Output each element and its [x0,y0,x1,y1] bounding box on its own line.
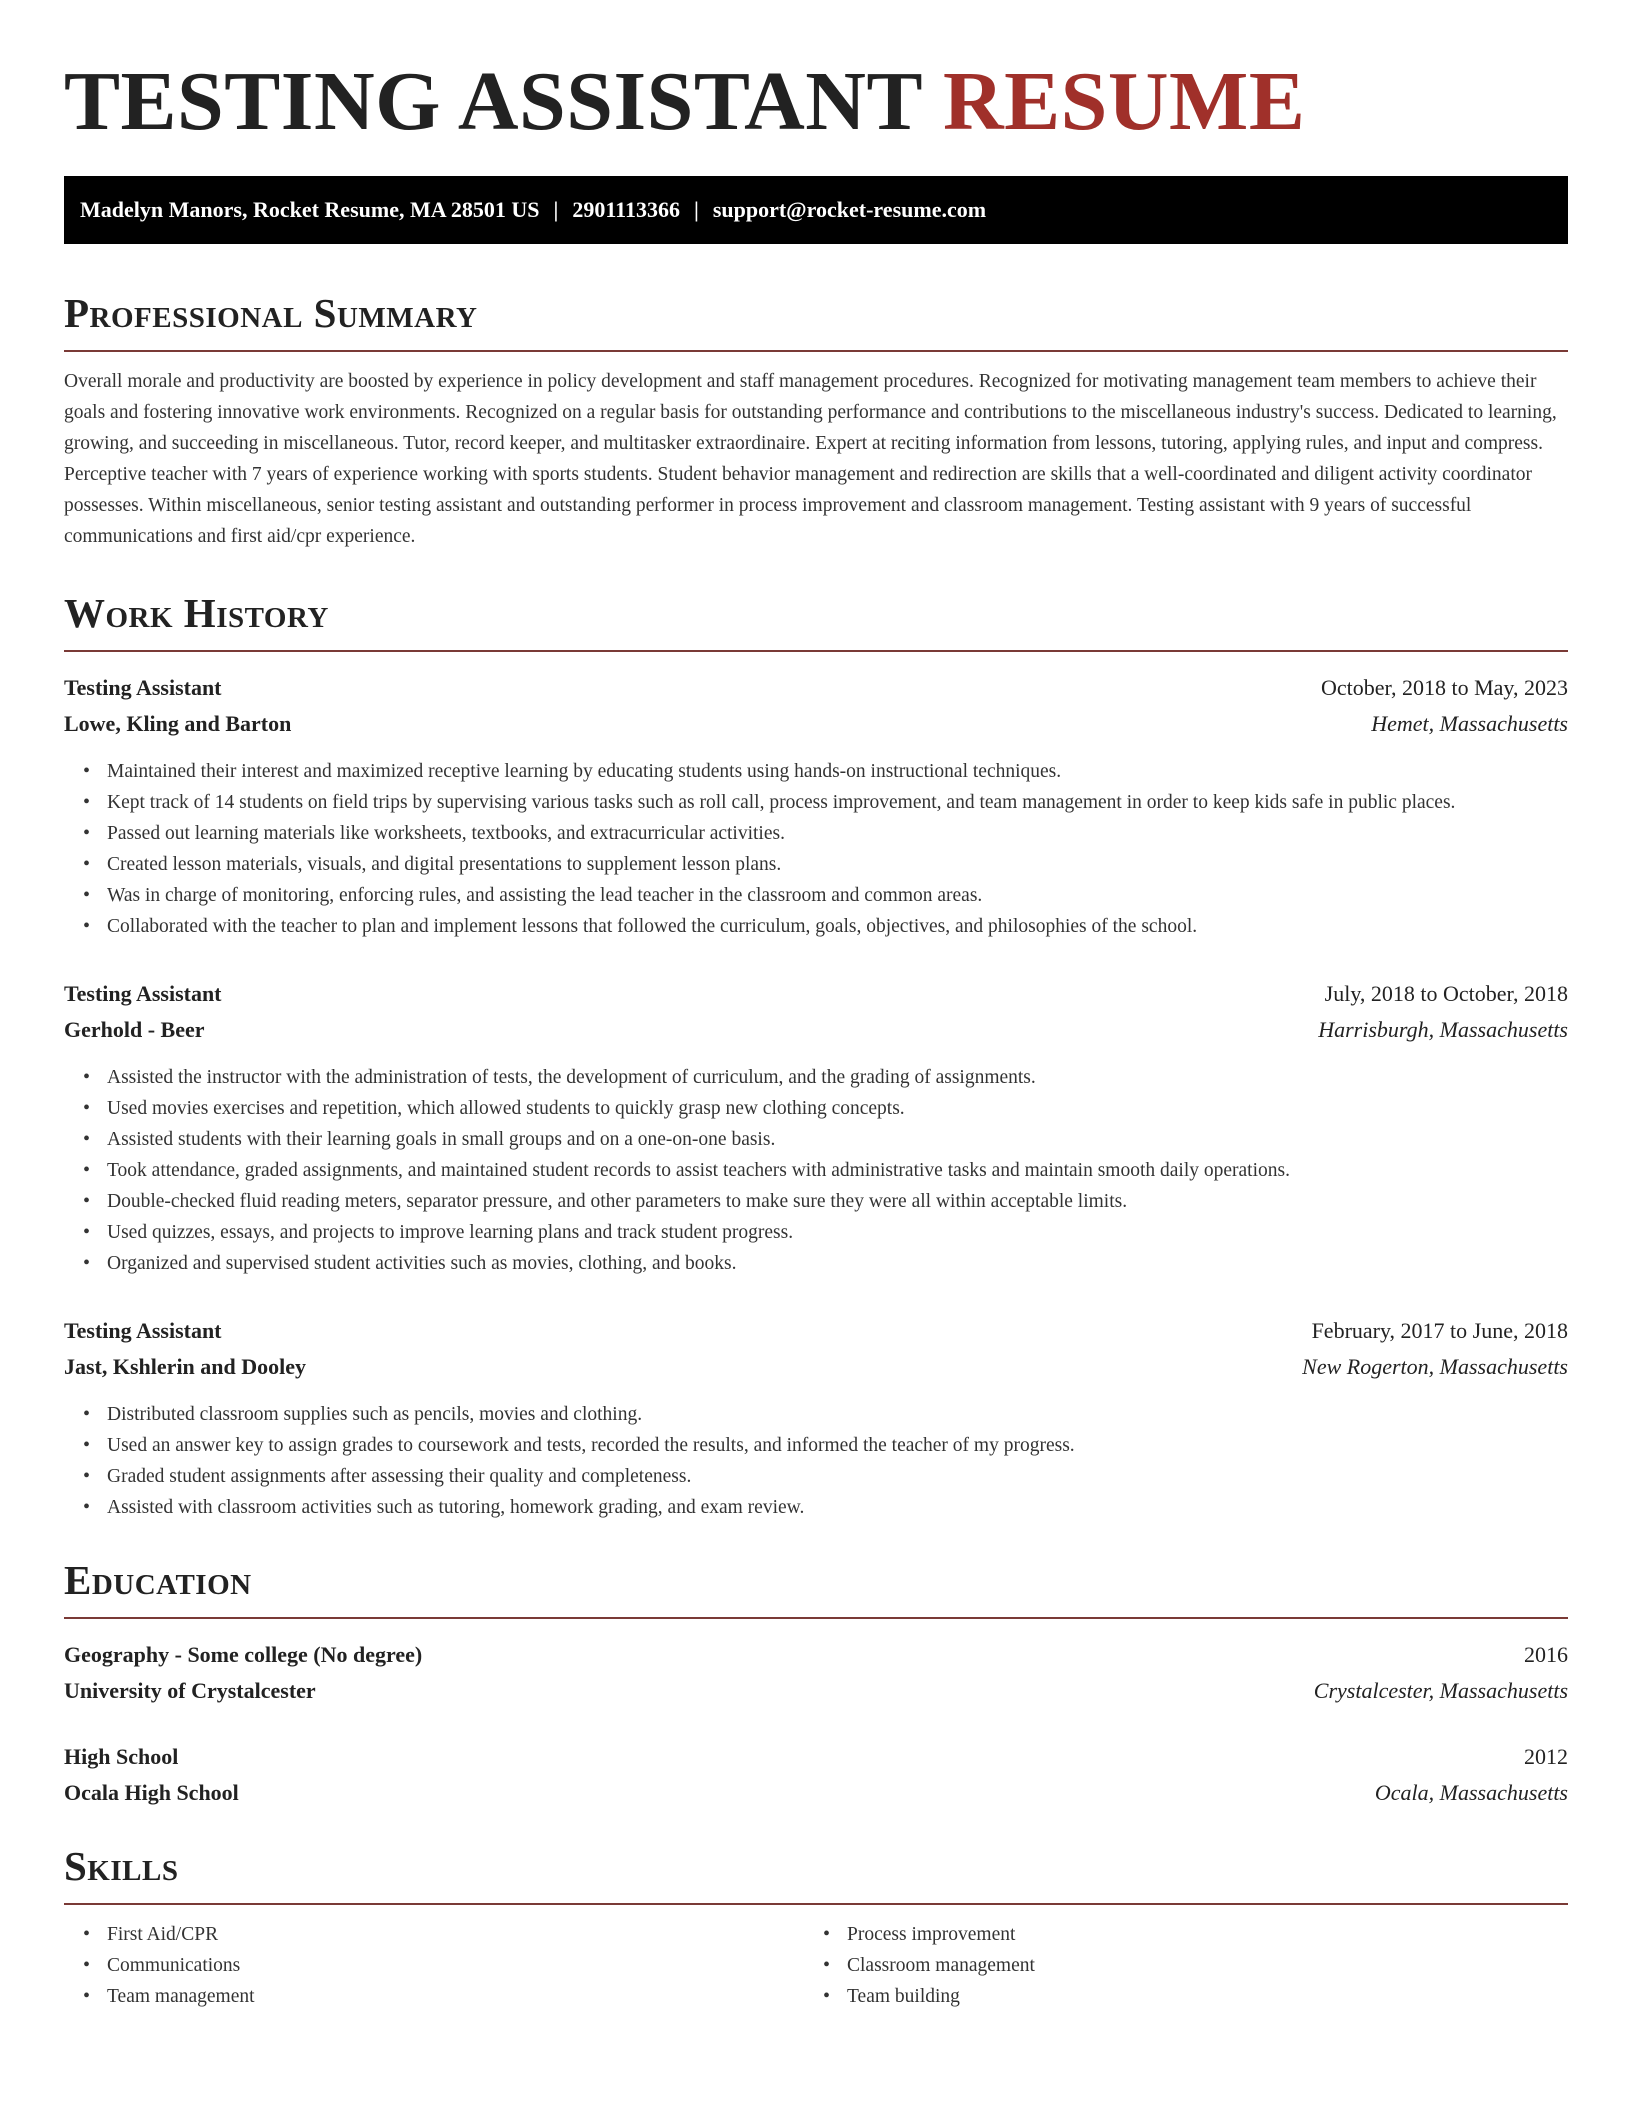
education-header-row [64,1637,1568,1673]
list-item: • Distributed classroom supplies such as pencils, movies and clothing. [107,1399,1568,1430]
job-dates: July, 2018 to October, 2018 [1324,981,1568,1006]
education-heading: Education [64,1557,252,1603]
list-item: • Took attendance, graded assignments, and maintained student records to assist teachers with administrative tasks and maintain smooth daily operations. [107,1155,1568,1186]
summary-text: Overall morale and productivity are boosted by experience in policy development and staff management procedures. Recognized for motivating management team members to achieve their goals and fostering innovative work environments. Recognized on a regular basis for outstanding performance and contributions to the miscellaneous industry's success. Dedicated to learning, growing, and succeeding in miscellaneous. Tutor, record keeper, and multitasker extraordinaire. Expert at reciting information from lessons, tutoring, applying rules, and input and compress. Perceptive teacher with 7 years of experience working with sports students. Student behavior management and redirection are skills that a well-coordinated and diligent activity coordinator possesses. Within miscellaneous, senior testing assistant and outstanding performer in process improvement and classroom management. Testing assistant with 9 years of successful communications and first aid/cpr experience. [64,371,1557,547]
job-header-row [64,670,1568,706]
contact-address: Madelyn Manors, Rocket Resume, MA 28501 US [80,197,540,222]
list-item: • Collaborated with the teacher to plan and implement lessons that followed the curriculum, goals, objectives, and philosophies of the school. [107,911,1568,942]
job-bullets [64,756,1568,942]
education-school: University of Crystalcester [64,1678,316,1703]
list-item: • Used movies exercises and repetition, which allowed students to quickly grasp new clothing concepts. [107,1093,1568,1124]
section-divider [64,1903,1568,1905]
title-main: TESTING ASSISTANT [64,55,922,148]
education-degree: Geography - Some college (No degree) [64,1642,423,1667]
list-item: • Communications [107,1950,804,1981]
list-item: • Assisted students with their learning goals in small groups and on a one-on-one basis. [107,1124,1568,1155]
list-item: • Created lesson materials, visuals, and digital presentations to supplement lesson plans. [107,849,1568,880]
job-location: Hemet, Massachusetts [1371,711,1568,736]
job-company: Lowe, Kling and Barton [64,711,292,736]
education-location: Crystalcester, Massachusetts [1313,1678,1568,1703]
education-entry [64,1637,1568,1709]
education-header-row [64,1739,1568,1775]
list-item: • Assisted with classroom activities such as tutoring, homework grading, and exam review. [107,1492,1568,1523]
job-entry [64,976,1568,1279]
education-school-row [64,1673,1568,1709]
list-item: • Team management [107,1981,804,2012]
skills-column-right [804,1919,1544,2012]
job-company-row [64,706,1568,742]
job-dates: February, 2017 to June, 2018 [1311,1318,1568,1343]
section-divider [64,1617,1568,1619]
education-section [64,1555,1568,1811]
job-entry [64,670,1568,942]
resume-title [64,52,1568,152]
skills-column-left [64,1919,804,2012]
list-item: • First Aid/CPR [107,1919,804,1950]
list-item: • Team building [847,1981,1544,2012]
skills-list [804,1919,1544,2012]
section-divider [64,650,1568,652]
summary-section [64,288,1568,552]
job-company-row [64,1012,1568,1048]
work-history-section [64,588,1568,1523]
job-company: Gerhold - Beer [64,1017,205,1042]
contact-phone: 2901113366 [572,197,680,222]
list-item: • Maintained their interest and maximized receptive learning by educating students using hands-on instructional techniques. [107,756,1568,787]
job-dates: October, 2018 to May, 2023 [1321,675,1568,700]
job-header-row [64,1313,1568,1349]
title-accent: RESUME [942,55,1306,148]
contact-bar [64,176,1568,244]
education-degree: High School [64,1744,179,1769]
skills-section [64,1841,1568,2012]
list-item: • Classroom management [847,1950,1544,1981]
education-entry [64,1739,1568,1811]
list-item: • Used quizzes, essays, and projects to improve learning plans and track student progress. [107,1217,1568,1248]
education-school-row [64,1775,1568,1811]
job-header-row [64,976,1568,1012]
job-company: Jast, Kshlerin and Dooley [64,1354,307,1379]
list-item: • Assisted the instructor with the administration of tests, the development of curriculum, and the grading of assignments. [107,1062,1568,1093]
list-item: • Organized and supervised student activities such as movies, clothing, and books. [107,1248,1568,1279]
education-school: Ocala High School [64,1780,239,1805]
job-entry [64,1313,1568,1523]
skills-grid [64,1919,1568,2012]
list-item: • Kept track of 14 students on field trips by supervising various tasks such as roll call, process improvement, and team management in order to keep kids safe in public places. [107,787,1568,818]
job-title: Testing Assistant [64,981,222,1006]
job-location: Harrisburgh, Massachusetts [1318,1017,1568,1042]
job-bullets [64,1399,1568,1523]
education-location: Ocala, Massachusetts [1374,1780,1568,1805]
summary-heading: Professional Summary [64,290,478,336]
job-bullets [64,1062,1568,1279]
list-item: • Double-checked fluid reading meters, separator pressure, and other parameters to make sure they were all within acceptable limits. [107,1186,1568,1217]
job-location: New Rogerton, Massachusetts [1302,1354,1568,1379]
list-item: • Passed out learning materials like worksheets, textbooks, and extracurricular activities. [107,818,1568,849]
list-item: • Used an answer key to assign grades to coursework and tests, recorded the results, and informed the teacher of my progress. [107,1430,1568,1461]
job-title: Testing Assistant [64,675,222,700]
contact-separator: | [693,197,699,222]
skills-list [64,1919,804,2012]
section-divider [64,350,1568,352]
skills-heading: Skills [64,1843,179,1889]
contact-separator: | [553,197,559,222]
list-item: • Process improvement [847,1919,1544,1950]
job-title: Testing Assistant [64,1318,222,1343]
list-item: • Graded student assignments after assessing their quality and completeness. [107,1461,1568,1492]
work-history-heading: Work History [64,590,329,636]
job-company-row [64,1349,1568,1385]
education-year: 2016 [1524,1642,1568,1667]
contact-email: support@rocket-resume.com [712,197,987,222]
list-item: • Was in charge of monitoring, enforcing rules, and assisting the lead teacher in the classroom and common areas. [107,880,1568,911]
education-year: 2012 [1524,1744,1568,1769]
